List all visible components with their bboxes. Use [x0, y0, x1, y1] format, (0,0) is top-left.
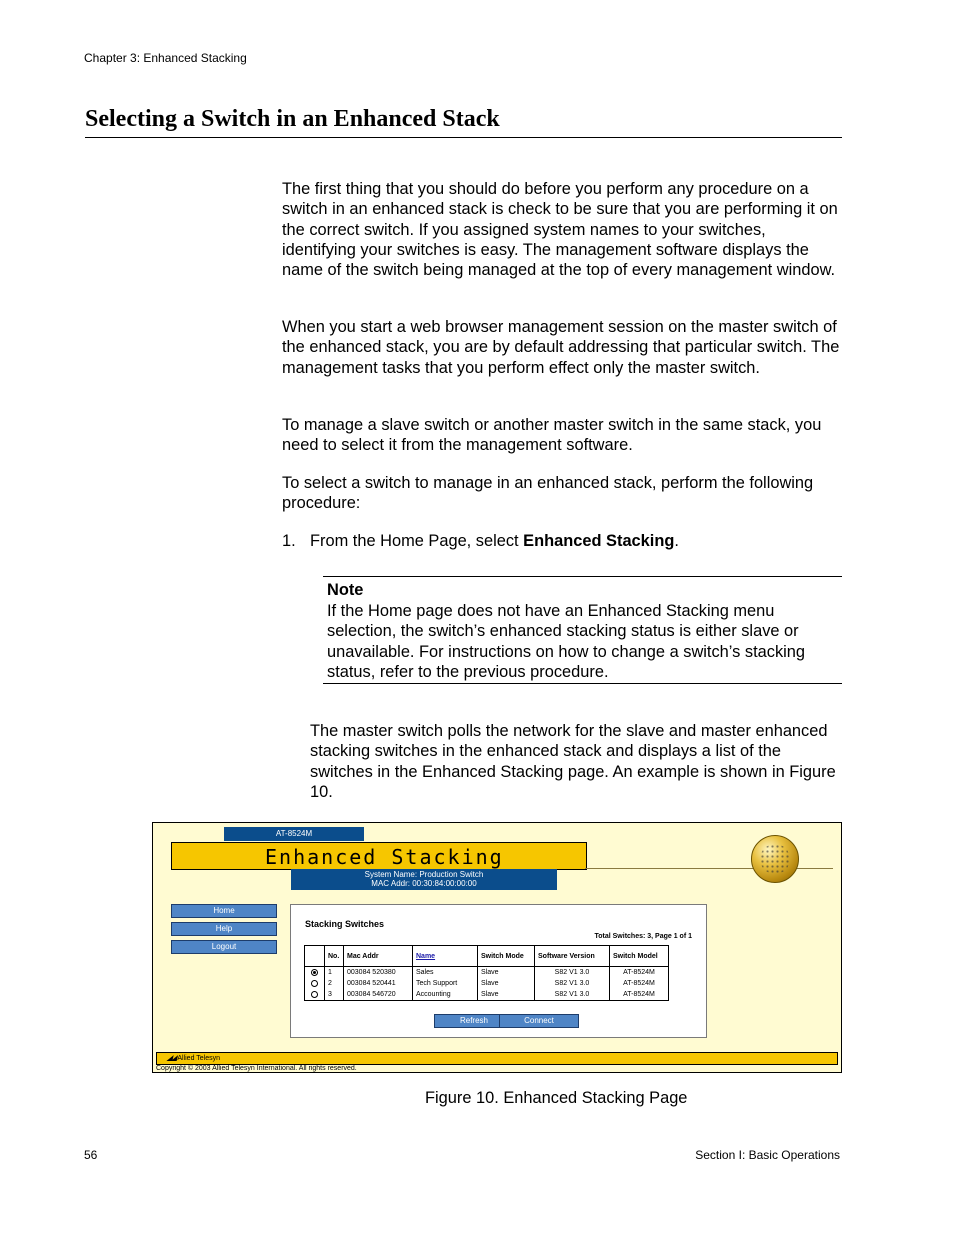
step-text: From the Home Page, select Enhanced Stacking.: [310, 532, 679, 550]
row-mac: 003084 520380: [344, 967, 413, 979]
section-footer: Section I: Basic Operations: [695, 1148, 840, 1162]
logout-button[interactable]: Logout: [171, 940, 277, 954]
row-number: 1: [325, 967, 344, 979]
figure-caption: Figure 10. Enhanced Stacking Page: [425, 1089, 688, 1107]
copyright-text: Copyright © 2003 Allied Telesyn International. All rights reserved.: [156, 1065, 357, 1072]
row-mode: Slave: [478, 967, 535, 979]
running-header: Chapter 3: Enhanced Stacking: [84, 51, 247, 65]
paragraph-intro: The first thing that you should do before you perform any procedure on a switch in an enhanced stack is check to be sure that you are performing it on the correct switch. If you assigned system names to your switches, identifying your switches is easy. The management software displays the name of the switch being managed at the top of every management window.: [282, 180, 838, 280]
row-number: 2: [325, 978, 344, 989]
switch-radio[interactable]: [311, 991, 318, 998]
note-title: Note: [327, 581, 364, 599]
switch-radio[interactable]: [311, 980, 318, 987]
column-header: No.: [325, 946, 344, 967]
paragraph-polls: The master switch polls the network for the slave and master enhanced stacking switches in the enhanced stack and displays a list of the switches in the Enhanced Stacking page. An example is shown in Figure 10.: [310, 722, 836, 801]
system-info-box: [291, 869, 557, 890]
row-model: AT-8524M: [610, 978, 669, 989]
note-body: If the Home page does not have an Enhanced Stacking menu selection, the switch’s enhanced stacking status is either slave or unavailable. For instructions on how to change a switch’s stacking status, refer to the previous procedure.: [327, 602, 806, 681]
switch-radio[interactable]: [311, 969, 318, 976]
table-row: [305, 967, 669, 979]
row-model: AT-8524M: [610, 989, 669, 1001]
row-mode: Slave: [478, 978, 535, 989]
row-name: Accounting: [413, 989, 478, 1001]
switches-table: [304, 945, 669, 1001]
paragraph-manage-slave: To manage a slave switch or another master switch in the same stack, you need to select it from the management software.: [282, 416, 822, 455]
column-header: Switch Model: [610, 946, 669, 967]
select-column-header: [305, 946, 325, 967]
system-name: System Name: Production Switch: [364, 870, 484, 879]
row-mac: 003084 520441: [344, 978, 413, 989]
name-column-sort-link[interactable]: Name: [413, 946, 478, 967]
row-name: Sales: [413, 967, 478, 979]
page-number: 56: [84, 1148, 98, 1162]
column-header: Mac Addr: [344, 946, 413, 967]
row-name: Tech Support: [413, 978, 478, 989]
home-button[interactable]: Home: [171, 904, 277, 918]
help-button[interactable]: Help: [171, 922, 277, 936]
table-row: [305, 978, 669, 989]
total-switches: Total Switches: 3, Page 1 of 1: [594, 933, 692, 940]
row-mode: Slave: [478, 989, 535, 1001]
enhanced-stacking-screenshot: [152, 822, 842, 1073]
allied-telesyn-logo: ◢◢ Allied Telesyn: [167, 1055, 221, 1062]
paragraph-procedure-intro: To select a switch to manage in an enhanced stack, perform the following procedure:: [282, 474, 814, 513]
stacking-switches-panel: [290, 904, 707, 1038]
step-number: 1.: [282, 532, 296, 550]
row-version: S82 V1 3.0: [535, 989, 610, 1001]
mac-address: MAC Addr: 00:30:84:00:00:00: [371, 879, 477, 888]
row-mac: 003084 546720: [344, 989, 413, 1001]
refresh-button[interactable]: Refresh: [434, 1014, 514, 1028]
column-header: Software Version: [535, 946, 610, 967]
section-title: Selecting a Switch in an Enhanced Stack: [85, 106, 842, 138]
globe-logo-icon: [751, 835, 799, 883]
row-version: S82 V1 3.0: [535, 967, 610, 979]
panel-title: Stacking Switches: [305, 919, 385, 929]
banner-title: Enhanced Stacking: [265, 845, 504, 869]
row-model: AT-8524M: [610, 967, 669, 979]
table-row: [305, 989, 669, 1001]
column-header: Switch Mode: [478, 946, 535, 967]
step-bold-term: Enhanced Stacking: [523, 532, 675, 550]
row-number: 3: [325, 989, 344, 1001]
model-tab: AT-8524M: [224, 827, 364, 841]
connect-button[interactable]: Connect: [499, 1014, 579, 1028]
note-box: [323, 576, 842, 684]
table-header-row: [305, 946, 669, 967]
paragraph-master-session: When you start a web browser management session on the master switch of the enhanced stack, you are by default addressing that particular switch. The management tasks that you perform effect only the master switch.: [282, 318, 840, 377]
page-banner: [171, 842, 587, 870]
row-version: S82 V1 3.0: [535, 978, 610, 989]
footer-bar: [156, 1052, 838, 1065]
